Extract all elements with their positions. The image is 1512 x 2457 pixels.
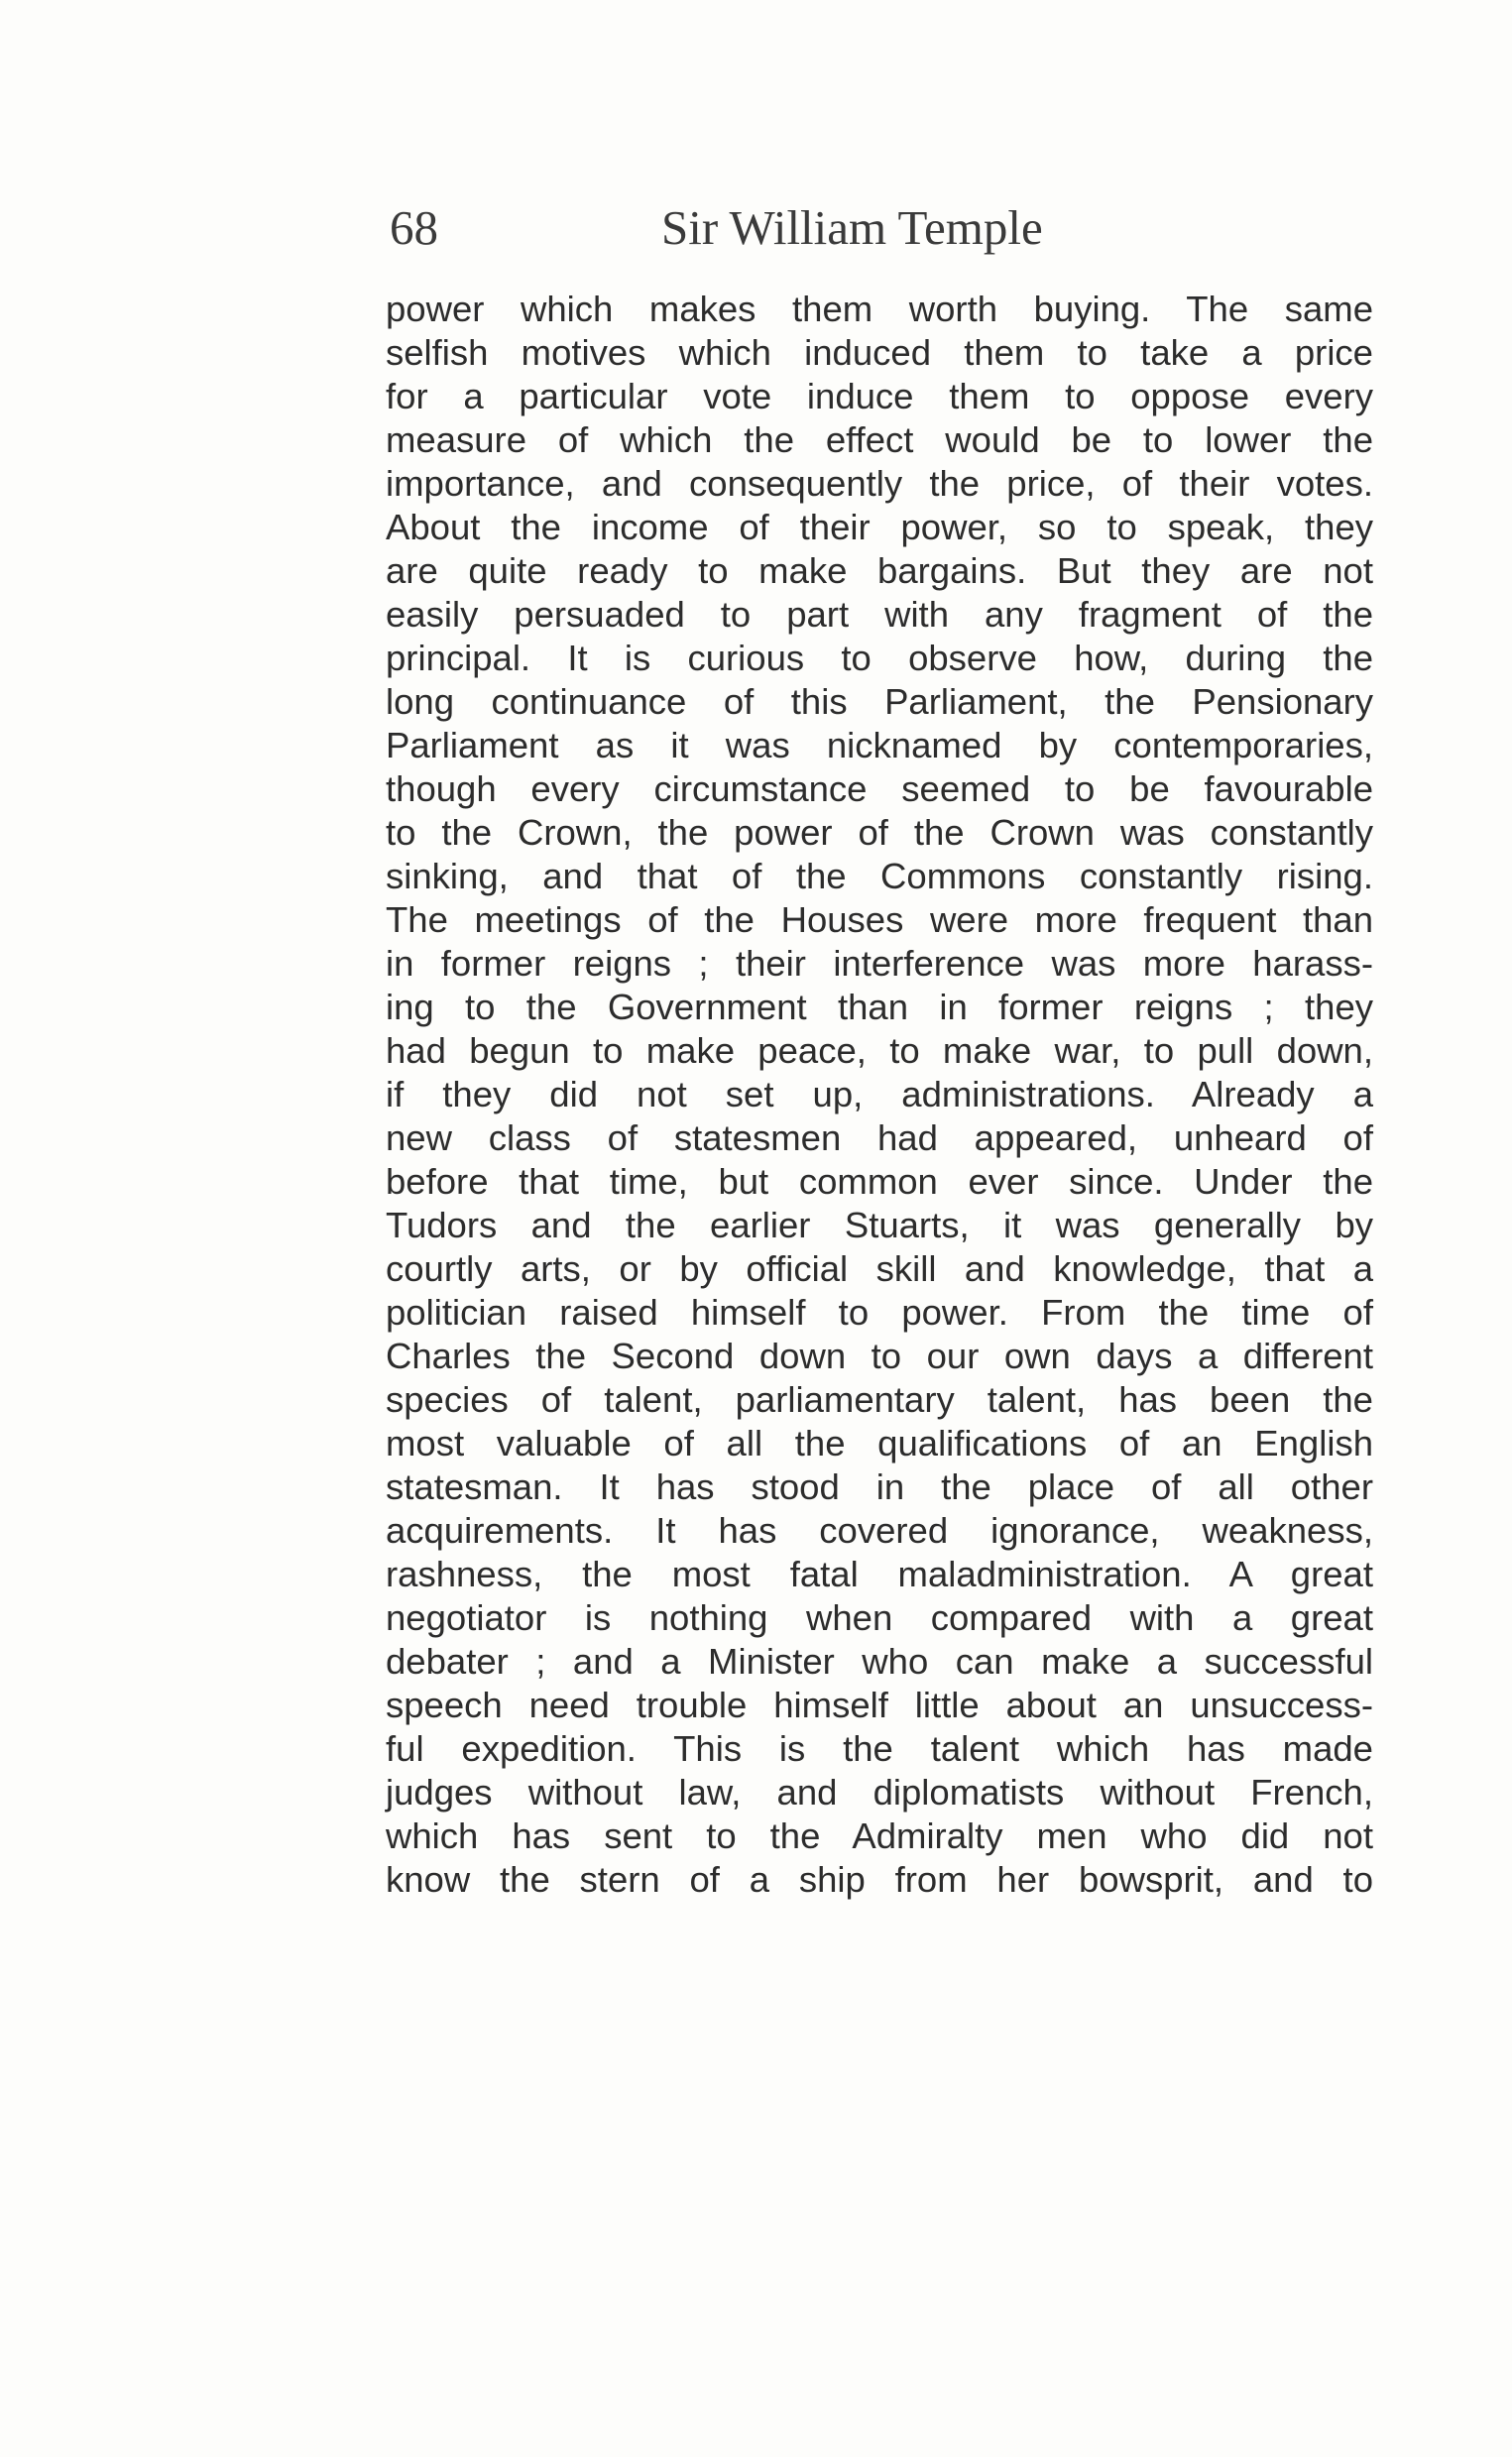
text-line: most valuable of all the qualifications of an English xyxy=(386,1423,1373,1463)
text-line: selfish motives which induced them to take a price xyxy=(386,332,1373,373)
text-line: Charles the Second down to our own days a different xyxy=(386,1336,1373,1376)
text-line: courtly arts, or by official skill and knowledge, that a xyxy=(386,1248,1373,1289)
text-line: power which makes them worth buying. The same xyxy=(386,289,1373,329)
text-line: are quite ready to make bargains. But they are not xyxy=(386,550,1373,591)
body-text xyxy=(386,288,1373,1902)
text-line: sinking, and that of the Commons constantly rising. xyxy=(386,856,1373,896)
text-line: Tudors and the earlier Stuarts, it was generally by xyxy=(386,1205,1373,1245)
text-line: negotiator is nothing when compared with a great xyxy=(386,1597,1373,1638)
text-line: had begun to make peace, to make war, to pull down, xyxy=(386,1030,1373,1071)
text-line: if they did not set up, administrations. Already a xyxy=(386,1074,1373,1114)
text-line: ing to the Government than in former reigns ; they xyxy=(386,987,1373,1027)
text-line: importance, and consequently the price, of their votes. xyxy=(386,463,1373,504)
text-line: speech need trouble himself little about an unsuccess- xyxy=(386,1685,1373,1725)
text-line: acquirements. It has covered ignorance, weakness, xyxy=(386,1510,1373,1551)
text-line: in former reigns ; their interference was more harass- xyxy=(386,943,1373,984)
text-line: though every circumstance seemed to be favourable xyxy=(386,768,1373,809)
text-line: The meetings of the Houses were more frequent than xyxy=(386,899,1373,940)
text-line: measure of which the effect would be to lower the xyxy=(386,419,1373,460)
text-line: for a particular vote induce them to oppose every xyxy=(386,376,1373,416)
running-title: Sir William Temple xyxy=(661,200,1043,255)
text-line: species of talent, parliamentary talent, has been the xyxy=(386,1379,1373,1420)
text-line: statesman. It has stood in the place of all other xyxy=(386,1466,1373,1507)
text-line: principal. It is curious to observe how, during the xyxy=(386,638,1373,678)
text-line: About the income of their power, so to speak, they xyxy=(386,507,1373,547)
text-line: judges without law, and diplomatists without French, xyxy=(386,1772,1373,1813)
text-line: which has sent to the Admiralty men who did not xyxy=(386,1815,1373,1856)
text-line: easily persuaded to part with any fragment of the xyxy=(386,594,1373,635)
text-line: new class of statesmen had appeared, unheard of xyxy=(386,1117,1373,1158)
running-head xyxy=(390,196,1373,260)
page-number: 68 xyxy=(390,200,438,255)
text-line: before that time, but common ever since. Under the xyxy=(386,1161,1373,1202)
text-line: debater ; and a Minister who can make a successful xyxy=(386,1641,1373,1682)
text-line: long continuance of this Parliament, the Pensionary xyxy=(386,681,1373,722)
text-line: rashness, the most fatal maladministration. A great xyxy=(386,1554,1373,1594)
text-line: to the Crown, the power of the Crown was constantly xyxy=(386,812,1373,853)
text-line: politician raised himself to power. From the time of xyxy=(386,1292,1373,1333)
text-line: Parliament as it was nicknamed by contemporaries, xyxy=(386,725,1373,765)
text-line: ful expedition. This is the talent which has made xyxy=(386,1728,1373,1769)
text-line: know the stern of a ship from her bowsprit, and to xyxy=(386,1859,1373,1900)
